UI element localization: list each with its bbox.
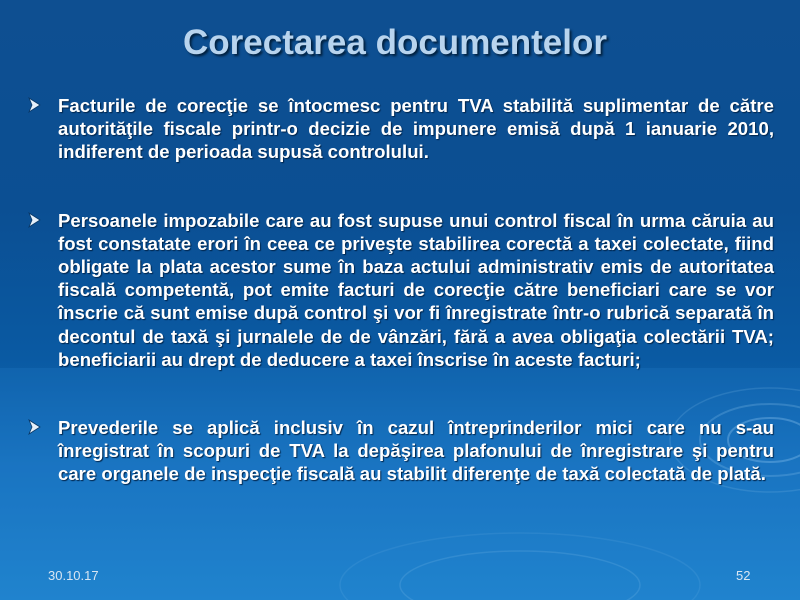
bullet-list	[22, 94, 774, 486]
bullet-text: Persoanele impozabile care au fost supuse unui control fiscal în urma căruia au fost constatate erori în ceea ce priveşte stabilirea corectă a taxei colectate, fiind obligate la plata acestor sume în baza actului administrativ emis de autoritatea fiscală competentă, pot emite facturi de corecţie către beneficiari care se vor înscrie că sunt emise după control şi vor fi înregistrate într-o rubrică separată în decontul de taxă şi jurnalele de de vânzări, fără a avea obligaţia colectării TVA; beneficiarii au drept de deducere a taxei înscrise în aceste facturi;	[58, 209, 774, 370]
bullet-text: Prevederile se aplică inclusiv în cazul întreprinderilor mici care nu s-au înregistrat în scopuri de TVA la depăşirea plafonului de înregistrare şi pentru care organele de inspecţie fiscală au stabilit diferenţe de taxă colectată de plată.	[58, 417, 774, 485]
bullet-item	[22, 209, 774, 371]
page-number: 52	[736, 568, 751, 583]
slide-title: Corectarea documentelor	[182, 23, 608, 62]
bullet-item	[22, 94, 774, 164]
bullet-text: Facturile de corecţie se întocmesc pentru TVA stabilită suplimentar de către autorităţile fiscale printr-o decizie de impunere emisă după 1 ianuarie 2010, indiferent de perioada supusă controlului.	[58, 95, 774, 163]
arrow-bullet-icon	[26, 212, 42, 228]
arrow-bullet-icon	[26, 97, 42, 113]
footer-date: 30.10.17	[48, 568, 99, 583]
arrow-bullet-icon	[26, 419, 42, 435]
bullet-item	[22, 416, 774, 486]
